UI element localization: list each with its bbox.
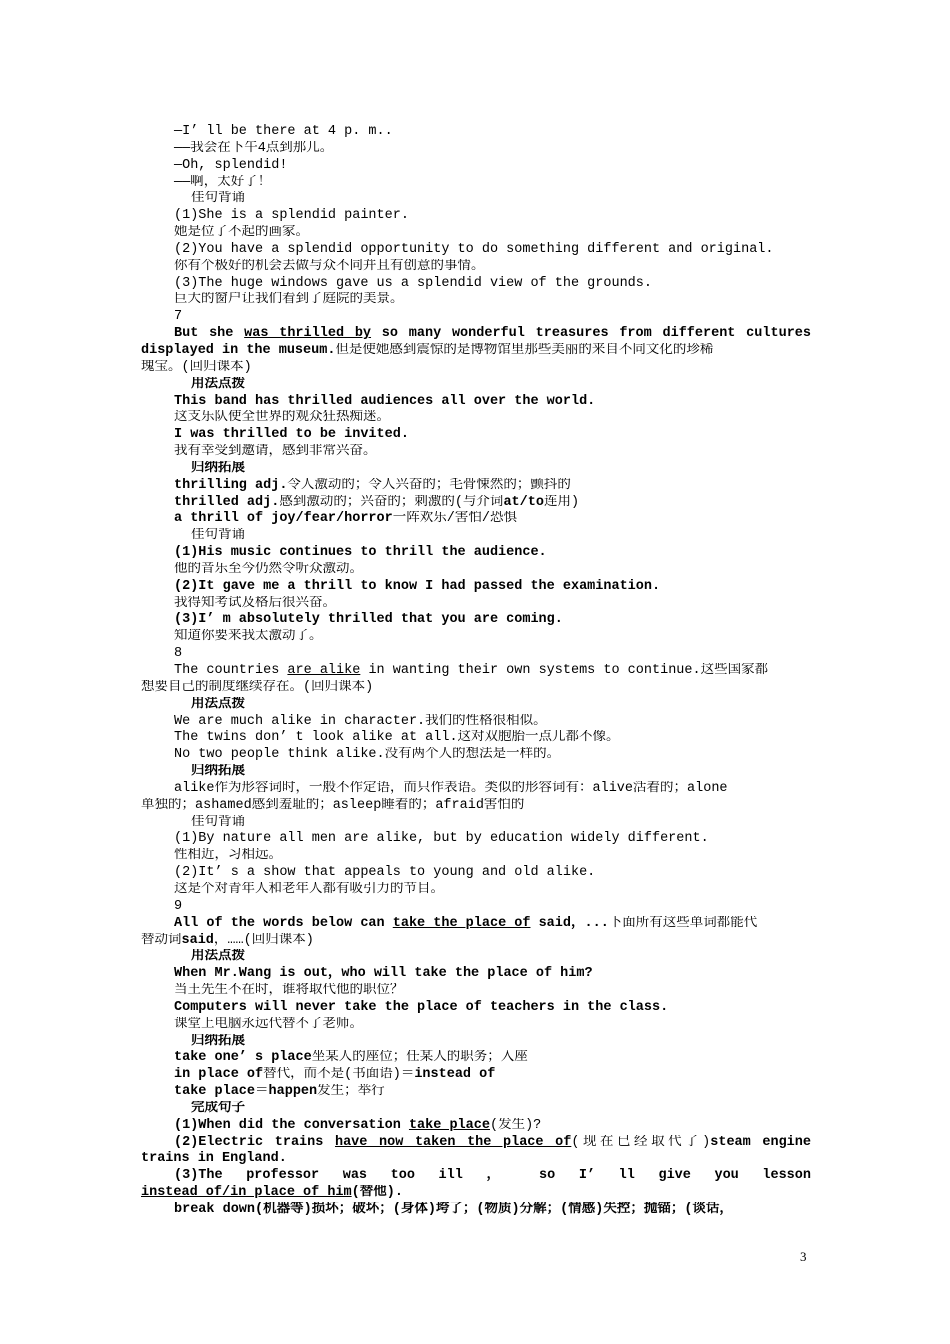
text-line (141, 528, 811, 545)
text-run: happen (268, 1084, 318, 1100)
text-line (141, 1101, 811, 1118)
text-line (141, 444, 811, 461)
text-run: 替动词 (141, 932, 182, 948)
page-number: 3 (800, 1249, 807, 1264)
text-line (141, 663, 811, 680)
text-line (141, 730, 811, 747)
text-line (141, 1000, 811, 1017)
text-line (141, 1168, 811, 1185)
text-line (141, 899, 811, 916)
underlined-phrase: take place (408, 1117, 490, 1133)
text-line (141, 158, 811, 175)
text-run: so many wonderful treasures from different cultures (371, 326, 811, 342)
underlined-phrase: take the place of (392, 915, 531, 931)
underlined-phrase: have now taken the place of (334, 1134, 572, 1150)
text-line (141, 191, 811, 208)
text-line (141, 966, 811, 983)
text-line (141, 916, 811, 933)
text-run: 性相近，习相远。 (174, 848, 282, 864)
text-line (141, 781, 811, 798)
text-line (141, 478, 811, 495)
text-run: 他的音乐至今仍然令听众激动。 (174, 561, 363, 577)
text-line (141, 511, 811, 528)
text-line (141, 394, 811, 411)
text-run: 9 (174, 898, 183, 914)
text-line (141, 933, 811, 950)
text-run: said (181, 932, 214, 948)
text-run: 想要自己的制度继续存在。(回归课本) (141, 679, 374, 695)
text-line (141, 461, 811, 478)
text-run: (2)It gave me a thrill to know I had passed the examination. (174, 578, 661, 594)
text-line (141, 1034, 811, 1051)
text-run: alike作为形容词时，一般不作定语，而只作表语。类似的形容词有：alive活着的；alone (174, 780, 728, 796)
text-run: 感到激动的；兴奋的；刺激的(与介词 (279, 494, 504, 510)
text-run: in place of (174, 1067, 264, 1083)
text-line (141, 848, 811, 865)
text-run: (1)When did the conversation (174, 1117, 409, 1133)
text-run: 当王先生不在时，谁将取代他的职位？ (174, 983, 404, 999)
text-run: 用法点拨 (191, 376, 245, 392)
underlined-phrase: are alike (287, 663, 361, 678)
text-run: 连用) (543, 494, 580, 510)
text-line (141, 562, 811, 579)
text-run: instead of (414, 1067, 496, 1083)
text-run: displayed in the museum. (141, 342, 336, 358)
text-line (141, 815, 811, 832)
text-line (141, 309, 811, 326)
text-run: 归纳拓展 (191, 764, 245, 780)
document-body (141, 124, 811, 1219)
text-line (141, 410, 811, 427)
text-run: Computers will never take the place of teachers in the class. (174, 999, 669, 1015)
text-line (141, 495, 811, 512)
text-line (141, 612, 811, 629)
text-line (141, 1118, 811, 1135)
text-run: steam engine (710, 1134, 811, 1150)
text-line (141, 865, 811, 882)
text-line (141, 1084, 811, 1101)
text-run: But she (174, 326, 245, 342)
text-run: No two people think alike.没有两个人的想法是一样的。 (174, 747, 561, 763)
text-line (141, 1067, 811, 1084)
text-run: 瑰宝。(回归课本) (141, 359, 252, 375)
text-run: (现在已经取代了) (571, 1134, 711, 1150)
text-run: (1)His music continues to thrill the audience. (174, 545, 547, 561)
text-run: (1)By nature all men are alike, but by education widely different. (174, 831, 709, 847)
text-line (141, 983, 811, 1000)
text-run: 下面所有这些单词都能代 (608, 915, 758, 931)
text-line (141, 579, 811, 596)
underlined-phrase: was thrilled by (244, 326, 372, 342)
text-run: I was thrilled to be invited. (174, 427, 409, 443)
text-run: 归纳拓展 (191, 1033, 245, 1049)
text-line (141, 427, 811, 444)
text-run: 佳句背诵 (191, 191, 245, 207)
text-line (141, 798, 811, 815)
text-line (141, 1050, 811, 1067)
text-line (141, 1185, 811, 1202)
text-run: (2)Electric trains (174, 1134, 335, 1150)
text-run: take one’ s place (174, 1050, 312, 1066)
text-run: ＝ (255, 1084, 269, 1100)
text-run: All of the words below can (174, 915, 393, 931)
text-run: 发生；举行 (317, 1084, 385, 1100)
text-run: 归纳拓展 (191, 460, 245, 476)
text-line (141, 360, 811, 377)
text-run: 用法点拨 (191, 696, 245, 712)
text-run: —I’ ll be there at 4 p. m.. (174, 124, 393, 139)
text-line (141, 764, 811, 781)
text-run: (发生)? (489, 1117, 542, 1133)
text-line (141, 1017, 811, 1034)
text-line (141, 225, 811, 242)
text-run: said，... (530, 915, 609, 931)
text-line (141, 714, 811, 731)
text-run: 课堂上电脑永远代替不了老师。 (174, 1016, 363, 1032)
text-run: 令人激动的；令人兴奋的；毛骨悚然的；颤抖的 (287, 477, 571, 493)
text-line (141, 831, 811, 848)
text-line (141, 276, 811, 293)
text-line (141, 680, 811, 697)
text-line (141, 882, 811, 899)
text-run: ——啊，太好了！ (174, 174, 272, 190)
text-run: 坐某人的座位；任某人的职务；入座 (311, 1050, 528, 1066)
text-run: (3)The professor was too ill ， so I’ ll give you lesson (174, 1168, 811, 1184)
text-run: 8 (174, 646, 183, 662)
text-run: ——我会在下午4点到那儿。 (174, 140, 334, 156)
text-run: thrilled adj. (174, 494, 280, 510)
text-run: When Mr.Wang is out，who will take the place of him? (174, 966, 593, 982)
text-run: 单独的；ashamed感到羞耻的；asleep睡着的；afraid害怕的 (141, 797, 525, 813)
text-run: 替代，而不是(书面语)＝ (263, 1067, 415, 1083)
text-run: 7 (174, 309, 183, 325)
text-line (141, 377, 811, 394)
text-run: (3)I’ m absolutely thrilled that you are coming. (174, 612, 563, 628)
text-run: This band has thrilled audiences all over the world. (174, 393, 596, 409)
text-line (141, 292, 811, 309)
text-run: 一阵欢乐/害怕/恐惧 (392, 511, 517, 527)
text-run: 我得知考试及格后很兴奋。 (174, 595, 336, 611)
text-line (141, 697, 811, 714)
text-line (141, 259, 811, 276)
text-run: 知道你要来我太激动了。 (174, 629, 323, 645)
text-run: in wanting their own systems to continue.这些国家都 (360, 663, 769, 678)
text-run: 用法点拨 (191, 949, 245, 965)
text-line (141, 208, 811, 225)
text-run: 她是位了不起的画家。 (174, 225, 309, 241)
underlined-phrase: instead of/in place of him (141, 1185, 352, 1201)
text-line (141, 646, 811, 663)
text-run: 这支乐队使全世界的观众狂热痴迷。 (174, 410, 390, 426)
text-run: (2)You have a splendid opportunity to do something different and original. (174, 241, 774, 257)
text-run: 佳句背诵 (191, 814, 245, 830)
text-run: . (394, 1185, 403, 1201)
text-run: (替他) (351, 1185, 395, 1201)
text-run: 完成句子 (191, 1100, 245, 1116)
text-run: break down(机器等)损坏；破坏；(身体)垮了；(物质)分解；(情感)失控；抛锚；(谈话， (174, 1202, 733, 1217)
text-run: The twins don’ t look alike at all.这对双胞胎一点儿都不像。 (174, 730, 620, 746)
text-run: a thrill of joy/fear/horror (174, 511, 393, 527)
text-run: The countries (174, 663, 288, 678)
text-run: trains in England. (141, 1151, 287, 1167)
text-run: 这是个对青年人和老年人都有吸引力的节目。 (174, 881, 444, 897)
text-line (141, 175, 811, 192)
text-run: (1)She is a splendid painter. (174, 208, 409, 224)
text-line (141, 596, 811, 613)
text-run: 巨大的窗户让我们看到了庭院的美景。 (174, 292, 404, 308)
text-run: 但是使她感到震惊的是博物馆里那些美丽的来自不同文化的珍稀 (335, 342, 714, 358)
text-run: take place (174, 1084, 256, 1100)
text-run: at/to (503, 494, 544, 510)
text-line (141, 629, 811, 646)
text-line (141, 949, 811, 966)
text-line (141, 343, 811, 360)
text-run: thrilling adj. (174, 477, 288, 493)
text-line (141, 545, 811, 562)
text-run: ，……(回归课本) (213, 932, 314, 948)
text-line (141, 1135, 811, 1152)
text-run: 你有个极好的机会去做与众不同并且有创意的事情。 (174, 258, 485, 274)
text-line (141, 141, 811, 158)
text-run: 我有幸受到邀请，感到非常兴奋。 (174, 444, 377, 460)
text-run: —Oh, splendid! (174, 157, 288, 173)
text-line (141, 1151, 811, 1168)
text-line (141, 242, 811, 259)
text-line (141, 326, 811, 343)
text-run: 佳句背诵 (191, 528, 245, 544)
text-run: (2)It’ s a show that appeals to young and old alike. (174, 865, 596, 881)
text-line (141, 747, 811, 764)
text-run: We are much alike in character.我们的性格很相似。 (174, 713, 547, 729)
text-line (141, 124, 811, 141)
text-run: (3)The huge windows gave us a splendid view of the grounds. (174, 275, 652, 291)
text-line (141, 1202, 811, 1219)
